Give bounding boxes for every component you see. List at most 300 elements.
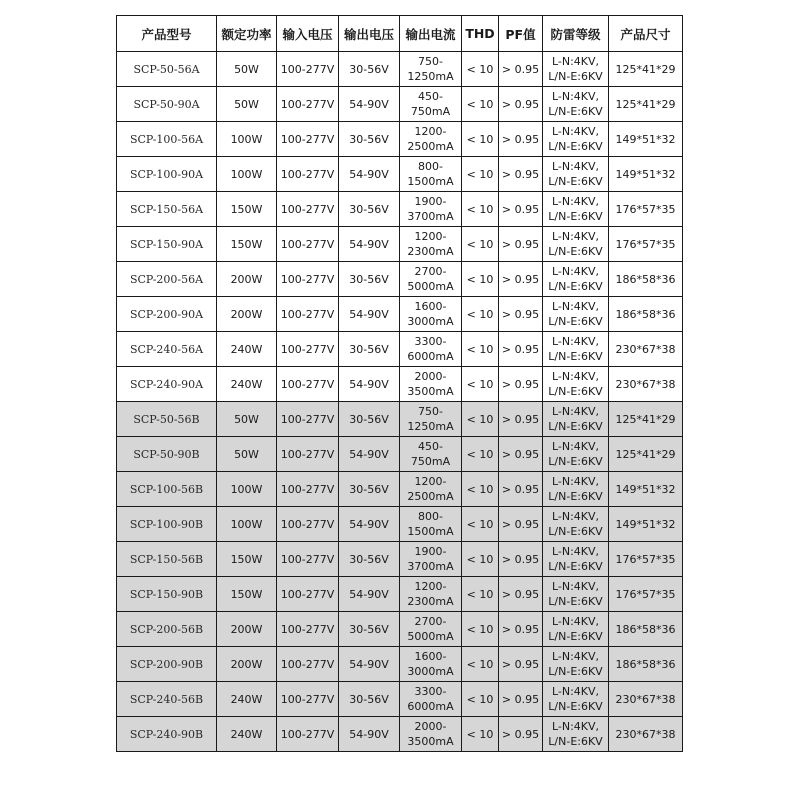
output-voltage-cell bbox=[339, 332, 400, 367]
current-max-text: 750mA bbox=[410, 105, 451, 118]
vin-text: 100-277V bbox=[280, 657, 335, 671]
power-text: 50W bbox=[234, 412, 259, 426]
current-min-text: 1200- bbox=[414, 475, 447, 488]
output-current-cell bbox=[400, 542, 462, 577]
lightning-ln-text: L-N:4KV, bbox=[551, 475, 600, 488]
vout-text: 30-56V bbox=[349, 62, 389, 76]
pf-cell bbox=[499, 542, 543, 577]
pf-cell bbox=[499, 612, 543, 647]
current-max-text: 1500mA bbox=[407, 525, 454, 538]
current-max-text: 2300mA bbox=[407, 245, 454, 258]
thd-cell bbox=[462, 87, 499, 122]
size-cell bbox=[609, 612, 683, 647]
model-cell bbox=[117, 717, 217, 752]
vout-text: 30-56V bbox=[349, 622, 389, 636]
lightning-ln-text: L-N:4KV, bbox=[551, 650, 600, 663]
power-cell bbox=[217, 577, 277, 612]
table-row bbox=[117, 542, 683, 577]
current-max-text: 750mA bbox=[410, 455, 451, 468]
pf-text: > 0.95 bbox=[501, 552, 540, 566]
power-cell bbox=[217, 332, 277, 367]
lightning-lne-text: L/N-E:6KV bbox=[548, 245, 603, 258]
pf-cell bbox=[499, 52, 543, 87]
power-text: 200W bbox=[230, 657, 263, 671]
size-cell bbox=[609, 87, 683, 122]
vin-text: 100-277V bbox=[280, 622, 335, 636]
pf-cell bbox=[499, 87, 543, 122]
vout-text: 54-90V bbox=[349, 587, 389, 601]
lightning-ln-text: L-N:4KV, bbox=[551, 125, 600, 138]
output-current-cell bbox=[400, 262, 462, 297]
header-output-voltage: 输出电压 bbox=[339, 16, 400, 52]
current-min-text: 750- bbox=[418, 405, 443, 418]
model-cell bbox=[117, 507, 217, 542]
size-cell bbox=[609, 52, 683, 87]
output-voltage-cell bbox=[339, 262, 400, 297]
output-current-cell bbox=[400, 227, 462, 262]
output-voltage-cell bbox=[339, 297, 400, 332]
lightning-ln-text: L-N:4KV, bbox=[551, 300, 600, 313]
size-cell bbox=[609, 472, 683, 507]
model-text: SCP-240-90B bbox=[129, 727, 204, 741]
output-voltage-cell bbox=[339, 157, 400, 192]
output-current-cell bbox=[400, 717, 462, 752]
input-voltage-cell bbox=[277, 297, 339, 332]
model-cell bbox=[117, 87, 217, 122]
table-row bbox=[117, 402, 683, 437]
pf-text: > 0.95 bbox=[501, 167, 540, 181]
vin-text: 100-277V bbox=[280, 202, 335, 216]
model-text: SCP-100-90B bbox=[129, 517, 204, 531]
power-text: 100W bbox=[230, 132, 263, 146]
vin-text: 100-277V bbox=[280, 587, 335, 601]
size-cell bbox=[609, 682, 683, 717]
thd-cell bbox=[462, 367, 499, 402]
lightning-lne-text: L/N-E:6KV bbox=[548, 315, 603, 328]
lightning-lne-text: L/N-E:6KV bbox=[548, 595, 603, 608]
size-cell bbox=[609, 157, 683, 192]
model-text: SCP-150-90B bbox=[129, 587, 204, 601]
output-current-cell bbox=[400, 122, 462, 157]
current-min-text: 2700- bbox=[414, 265, 447, 278]
pf-cell bbox=[499, 647, 543, 682]
size-cell bbox=[609, 262, 683, 297]
header-thd: THD bbox=[462, 16, 499, 52]
thd-text: < 10 bbox=[466, 517, 494, 531]
output-current-cell bbox=[400, 402, 462, 437]
header-pf: PF值 bbox=[499, 16, 543, 52]
size-cell bbox=[609, 577, 683, 612]
table-row bbox=[117, 682, 683, 717]
model-text: SCP-50-90A bbox=[133, 97, 200, 111]
input-voltage-cell bbox=[277, 402, 339, 437]
output-current-cell bbox=[400, 577, 462, 612]
lightning-lne-text: L/N-E:6KV bbox=[548, 490, 603, 503]
output-current-cell bbox=[400, 612, 462, 647]
lightning-cell bbox=[543, 577, 609, 612]
thd-text: < 10 bbox=[466, 167, 494, 181]
lightning-cell bbox=[543, 192, 609, 227]
lightning-cell bbox=[543, 297, 609, 332]
model-text: SCP-50-90B bbox=[133, 447, 200, 461]
pf-cell bbox=[499, 577, 543, 612]
power-cell bbox=[217, 507, 277, 542]
table-row bbox=[117, 332, 683, 367]
thd-cell bbox=[462, 507, 499, 542]
lightning-cell bbox=[543, 87, 609, 122]
power-text: 50W bbox=[234, 447, 259, 461]
vin-text: 100-277V bbox=[280, 97, 335, 111]
vout-text: 54-90V bbox=[349, 97, 389, 111]
pf-cell bbox=[499, 367, 543, 402]
power-cell bbox=[217, 682, 277, 717]
vout-text: 54-90V bbox=[349, 377, 389, 391]
pf-text: > 0.95 bbox=[501, 587, 540, 601]
current-max-text: 5000mA bbox=[407, 280, 454, 293]
size-cell bbox=[609, 437, 683, 472]
thd-cell bbox=[462, 612, 499, 647]
model-cell bbox=[117, 647, 217, 682]
thd-cell bbox=[462, 122, 499, 157]
vout-text: 54-90V bbox=[349, 167, 389, 181]
output-voltage-cell bbox=[339, 717, 400, 752]
table-row bbox=[117, 577, 683, 612]
output-voltage-cell bbox=[339, 367, 400, 402]
model-cell bbox=[117, 577, 217, 612]
size-text: 125*41*29 bbox=[615, 97, 676, 111]
lightning-cell bbox=[543, 402, 609, 437]
header-row bbox=[117, 16, 683, 52]
thd-cell bbox=[462, 542, 499, 577]
lightning-cell bbox=[543, 52, 609, 87]
pf-text: > 0.95 bbox=[501, 97, 540, 111]
thd-text: < 10 bbox=[466, 272, 494, 286]
pf-cell bbox=[499, 297, 543, 332]
output-current-cell bbox=[400, 472, 462, 507]
thd-text: < 10 bbox=[466, 657, 494, 671]
vin-text: 100-277V bbox=[280, 307, 335, 321]
thd-cell bbox=[462, 227, 499, 262]
model-cell bbox=[117, 612, 217, 647]
vin-text: 100-277V bbox=[280, 167, 335, 181]
lightning-ln-text: L-N:4KV, bbox=[551, 335, 600, 348]
thd-text: < 10 bbox=[466, 97, 494, 111]
power-text: 100W bbox=[230, 482, 263, 496]
current-max-text: 6000mA bbox=[407, 350, 454, 363]
current-max-text: 1500mA bbox=[407, 175, 454, 188]
power-cell bbox=[217, 402, 277, 437]
output-voltage-cell bbox=[339, 542, 400, 577]
current-min-text: 1900- bbox=[414, 195, 447, 208]
pf-cell bbox=[499, 507, 543, 542]
lightning-cell bbox=[543, 332, 609, 367]
model-text: SCP-240-56B bbox=[129, 692, 204, 706]
lightning-cell bbox=[543, 682, 609, 717]
size-cell bbox=[609, 542, 683, 577]
power-cell bbox=[217, 122, 277, 157]
input-voltage-cell bbox=[277, 262, 339, 297]
lightning-cell bbox=[543, 227, 609, 262]
lightning-ln-text: L-N:4KV, bbox=[551, 195, 600, 208]
lightning-lne-text: L/N-E:6KV bbox=[548, 525, 603, 538]
size-text: 230*67*38 bbox=[615, 342, 676, 356]
current-min-text: 1600- bbox=[414, 650, 447, 663]
model-cell bbox=[117, 297, 217, 332]
thd-text: < 10 bbox=[466, 552, 494, 566]
power-text: 200W bbox=[230, 272, 263, 286]
lightning-lne-text: L/N-E:6KV bbox=[548, 455, 603, 468]
input-voltage-cell bbox=[277, 612, 339, 647]
table-row bbox=[117, 437, 683, 472]
header-size: 产品尺寸 bbox=[609, 16, 683, 52]
model-cell bbox=[117, 332, 217, 367]
pf-text: > 0.95 bbox=[501, 412, 540, 426]
model-text: SCP-200-56B bbox=[129, 622, 204, 636]
thd-cell bbox=[462, 647, 499, 682]
thd-cell bbox=[462, 402, 499, 437]
thd-cell bbox=[462, 577, 499, 612]
output-current-cell bbox=[400, 192, 462, 227]
size-text: 176*57*35 bbox=[615, 202, 676, 216]
vout-text: 30-56V bbox=[349, 132, 389, 146]
pf-text: > 0.95 bbox=[501, 342, 540, 356]
power-cell bbox=[217, 472, 277, 507]
power-cell bbox=[217, 52, 277, 87]
power-cell bbox=[217, 262, 277, 297]
current-min-text: 1200- bbox=[414, 230, 447, 243]
lightning-lne-text: L/N-E:6KV bbox=[548, 280, 603, 293]
size-cell bbox=[609, 717, 683, 752]
table-row bbox=[117, 122, 683, 157]
current-max-text: 3700mA bbox=[407, 560, 454, 573]
thd-cell bbox=[462, 192, 499, 227]
pf-text: > 0.95 bbox=[501, 692, 540, 706]
current-min-text: 450- bbox=[418, 440, 443, 453]
power-text: 240W bbox=[230, 692, 263, 706]
lightning-lne-text: L/N-E:6KV bbox=[548, 350, 603, 363]
thd-text: < 10 bbox=[466, 692, 494, 706]
vin-text: 100-277V bbox=[280, 132, 335, 146]
thd-text: < 10 bbox=[466, 587, 494, 601]
lightning-lne-text: L/N-E:6KV bbox=[548, 385, 603, 398]
header-input-voltage: 输入电压 bbox=[277, 16, 339, 52]
power-text: 240W bbox=[230, 727, 263, 741]
input-voltage-cell bbox=[277, 122, 339, 157]
output-current-cell bbox=[400, 437, 462, 472]
input-voltage-cell bbox=[277, 332, 339, 367]
power-cell bbox=[217, 192, 277, 227]
input-voltage-cell bbox=[277, 647, 339, 682]
vout-text: 30-56V bbox=[349, 412, 389, 426]
input-voltage-cell bbox=[277, 542, 339, 577]
lightning-cell bbox=[543, 262, 609, 297]
current-min-text: 2000- bbox=[414, 370, 447, 383]
pf-cell bbox=[499, 192, 543, 227]
power-cell bbox=[217, 612, 277, 647]
header-output-current: 输出电流 bbox=[400, 16, 462, 52]
current-max-text: 5000mA bbox=[407, 630, 454, 643]
pf-cell bbox=[499, 122, 543, 157]
vout-text: 54-90V bbox=[349, 517, 389, 531]
model-cell bbox=[117, 192, 217, 227]
table-row bbox=[117, 227, 683, 262]
current-min-text: 450- bbox=[418, 90, 443, 103]
table-row bbox=[117, 367, 683, 402]
model-text: SCP-150-56B bbox=[129, 552, 204, 566]
lightning-lne-text: L/N-E:6KV bbox=[548, 560, 603, 573]
size-text: 186*58*36 bbox=[615, 307, 676, 321]
input-voltage-cell bbox=[277, 507, 339, 542]
lightning-ln-text: L-N:4KV, bbox=[551, 545, 600, 558]
lightning-lne-text: L/N-E:6KV bbox=[548, 210, 603, 223]
power-text: 240W bbox=[230, 342, 263, 356]
input-voltage-cell bbox=[277, 192, 339, 227]
power-text: 200W bbox=[230, 307, 263, 321]
model-text: SCP-50-56A bbox=[133, 62, 200, 76]
vin-text: 100-277V bbox=[280, 517, 335, 531]
output-current-cell bbox=[400, 647, 462, 682]
header-model: 产品型号 bbox=[117, 16, 217, 52]
table-row bbox=[117, 507, 683, 542]
thd-text: < 10 bbox=[466, 237, 494, 251]
spec-table bbox=[116, 15, 683, 752]
pf-text: > 0.95 bbox=[501, 517, 540, 531]
power-cell bbox=[217, 647, 277, 682]
table-row bbox=[117, 297, 683, 332]
output-current-cell bbox=[400, 507, 462, 542]
lightning-ln-text: L-N:4KV, bbox=[551, 90, 600, 103]
current-max-text: 2500mA bbox=[407, 140, 454, 153]
vout-text: 54-90V bbox=[349, 237, 389, 251]
size-cell bbox=[609, 332, 683, 367]
model-cell bbox=[117, 682, 217, 717]
current-max-text: 1250mA bbox=[407, 70, 454, 83]
output-voltage-cell bbox=[339, 472, 400, 507]
thd-text: < 10 bbox=[466, 62, 494, 76]
input-voltage-cell bbox=[277, 682, 339, 717]
pf-text: > 0.95 bbox=[501, 482, 540, 496]
current-min-text: 1900- bbox=[414, 545, 447, 558]
pf-text: > 0.95 bbox=[501, 727, 540, 741]
pf-cell bbox=[499, 682, 543, 717]
current-max-text: 3700mA bbox=[407, 210, 454, 223]
input-voltage-cell bbox=[277, 227, 339, 262]
output-current-cell bbox=[400, 367, 462, 402]
power-cell bbox=[217, 717, 277, 752]
size-text: 149*51*32 bbox=[615, 482, 676, 496]
output-voltage-cell bbox=[339, 437, 400, 472]
input-voltage-cell bbox=[277, 577, 339, 612]
lightning-lne-text: L/N-E:6KV bbox=[548, 70, 603, 83]
power-text: 50W bbox=[234, 62, 259, 76]
current-max-text: 3000mA bbox=[407, 665, 454, 678]
input-voltage-cell bbox=[277, 87, 339, 122]
size-text: 230*67*38 bbox=[615, 377, 676, 391]
table-row bbox=[117, 87, 683, 122]
size-text: 149*51*32 bbox=[615, 167, 676, 181]
pf-text: > 0.95 bbox=[501, 62, 540, 76]
vout-text: 30-56V bbox=[349, 272, 389, 286]
power-text: 150W bbox=[230, 202, 263, 216]
vout-text: 30-56V bbox=[349, 692, 389, 706]
size-cell bbox=[609, 367, 683, 402]
output-current-cell bbox=[400, 87, 462, 122]
current-min-text: 2700- bbox=[414, 615, 447, 628]
lightning-ln-text: L-N:4KV, bbox=[551, 615, 600, 628]
output-voltage-cell bbox=[339, 192, 400, 227]
lightning-cell bbox=[543, 472, 609, 507]
size-text: 176*57*35 bbox=[615, 587, 676, 601]
thd-text: < 10 bbox=[466, 622, 494, 636]
power-text: 240W bbox=[230, 377, 263, 391]
power-cell bbox=[217, 157, 277, 192]
current-min-text: 750- bbox=[418, 55, 443, 68]
output-voltage-cell bbox=[339, 577, 400, 612]
vin-text: 100-277V bbox=[280, 482, 335, 496]
model-cell bbox=[117, 367, 217, 402]
thd-cell bbox=[462, 332, 499, 367]
model-text: SCP-150-90A bbox=[129, 237, 204, 251]
table-row bbox=[117, 612, 683, 647]
model-text: SCP-200-90B bbox=[129, 657, 204, 671]
table-row bbox=[117, 192, 683, 227]
pf-text: > 0.95 bbox=[501, 272, 540, 286]
power-cell bbox=[217, 227, 277, 262]
current-max-text: 6000mA bbox=[407, 700, 454, 713]
size-text: 230*67*38 bbox=[615, 692, 676, 706]
model-text: SCP-240-90A bbox=[129, 377, 204, 391]
size-text: 125*41*29 bbox=[615, 447, 676, 461]
table-row bbox=[117, 52, 683, 87]
thd-text: < 10 bbox=[466, 377, 494, 391]
size-text: 125*41*29 bbox=[615, 62, 676, 76]
vout-text: 54-90V bbox=[349, 307, 389, 321]
power-cell bbox=[217, 87, 277, 122]
thd-cell bbox=[462, 437, 499, 472]
pf-cell bbox=[499, 157, 543, 192]
power-cell bbox=[217, 367, 277, 402]
thd-text: < 10 bbox=[466, 727, 494, 741]
model-text: SCP-100-90A bbox=[129, 167, 204, 181]
output-voltage-cell bbox=[339, 507, 400, 542]
thd-text: < 10 bbox=[466, 307, 494, 321]
vin-text: 100-277V bbox=[280, 412, 335, 426]
vin-text: 100-277V bbox=[280, 727, 335, 741]
vout-text: 30-56V bbox=[349, 552, 389, 566]
size-cell bbox=[609, 297, 683, 332]
size-text: 176*57*35 bbox=[615, 237, 676, 251]
lightning-lne-text: L/N-E:6KV bbox=[548, 175, 603, 188]
size-cell bbox=[609, 192, 683, 227]
output-voltage-cell bbox=[339, 647, 400, 682]
current-min-text: 1200- bbox=[414, 125, 447, 138]
pf-text: > 0.95 bbox=[501, 307, 540, 321]
model-text: SCP-100-56B bbox=[129, 482, 204, 496]
thd-cell bbox=[462, 157, 499, 192]
vin-text: 100-277V bbox=[280, 377, 335, 391]
model-text: SCP-100-56A bbox=[129, 132, 204, 146]
model-cell bbox=[117, 227, 217, 262]
current-min-text: 2000- bbox=[414, 720, 447, 733]
header-power: 额定功率 bbox=[217, 16, 277, 52]
model-text: SCP-150-56A bbox=[129, 202, 204, 216]
thd-cell bbox=[462, 682, 499, 717]
input-voltage-cell bbox=[277, 157, 339, 192]
input-voltage-cell bbox=[277, 472, 339, 507]
current-max-text: 3000mA bbox=[407, 315, 454, 328]
vin-text: 100-277V bbox=[280, 447, 335, 461]
lightning-cell bbox=[543, 717, 609, 752]
